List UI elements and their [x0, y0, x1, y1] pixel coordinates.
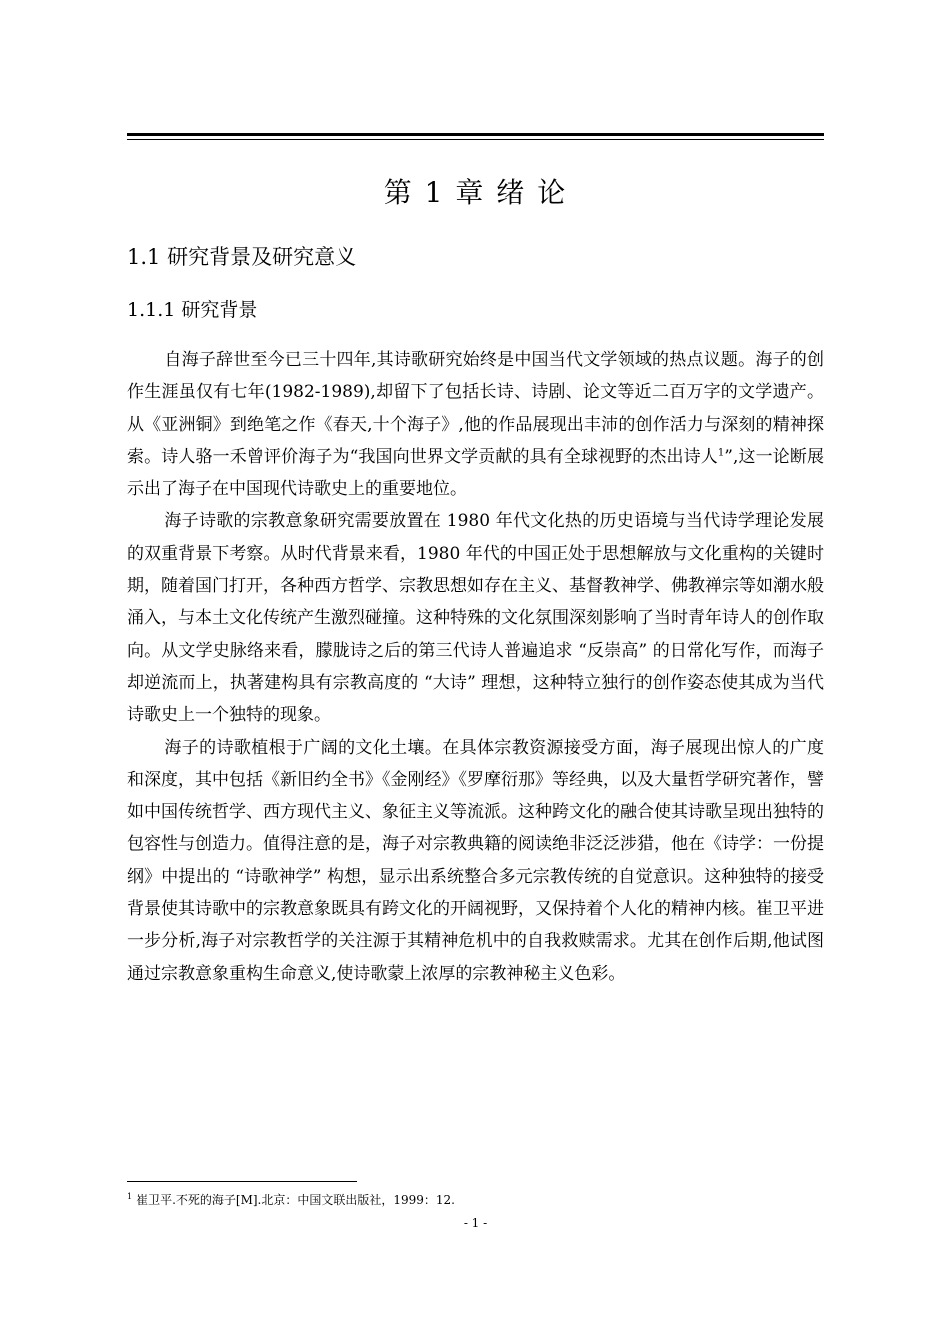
footnote: [127, 1191, 824, 1209]
header-rule-thin: [127, 139, 824, 140]
subsection-heading: 1.1.1 研究背景: [127, 299, 258, 321]
footnote-marker: 1: [127, 1192, 133, 1201]
chapter-title: 第 1 章 绪 论: [383, 176, 568, 209]
paragraph-1-text: 自海子辞世至今已三十四年,其诗歌研究始终是中国当代文学领域的热点议题。海子的创作生涯虽仅有七年(1982-1989),却留下了包括长诗、诗剧、论文等近二百万字的文学遗产。从《亚洲铜》到绝笔之作《春天,十个海子》,他的作品展现出丰沛的创作活力与深刻的精神探索。诗人骆一禾曾评价海子为“我国向世界文学贡献的具有全球视野的杰出诗人: [127, 350, 824, 467]
footnote-text: 崔卫平.不死的海子[M].北京：中国文联出版社，1999：12.: [136, 1193, 455, 1207]
header-rule-thick: [127, 133, 824, 136]
footnote-separator: [127, 1181, 357, 1182]
page-number: - 1 -: [463, 1216, 488, 1230]
paragraph-3: 海子的诗歌植根于广阔的文化土壤。在具体宗教资源接受方面，海子展现出惊人的广度和深度，其中包括《新旧约全书》《金刚经》《罗摩衍那》等经典，以及大量哲学研究著作，譬如中国传统哲学、西方现代主义、象征主义等流派。这种跨文化的融合使其诗歌呈现出独特的包容性与创造力。值得注意的是，海子对宗教典籍的阅读绝非泛泛涉猎，他在《诗学：一份提纲》中提出的 “诗歌神学” 构想，显示出系统整合多元宗教传统的自觉意识。这种独特的接受背景使其诗歌中的宗教意象既具有跨文化的开阔视野，又保持着个人化的精神内核。崔卫平进一步分析,海子对宗教哲学的关注源于其精神危机中的自我救赎需求。尤其在创作后期,他试图通过宗教意象重构生命意义,使诗歌蒙上浓厚的宗教神秘主义色彩。: [127, 737, 824, 984]
footnote-reference[interactable]: 1: [717, 447, 725, 459]
paragraph-2: 海子诗歌的宗教意象研究需要放置在 1980 年代文化热的历史语境与当代诗学理论发展的双重背景下考察。从时代背景来看，1980 年代的中国正处于思想解放与文化重构的关键时期，随着国门打开，各种西方哲学、宗教思想如存在主义、基督教神学、佛教禅宗等如潮水般涌入，与本土文化传统产生激烈碰撞。这种特殊的文化氛围深刻影响了当时青年诗人的创作取向。从文学史脉络来看，朦胧诗之后的第三代诗人普遍追求 “反崇高” 的日常化写作，而海子却逆流而上，执著建构具有宗教高度的 “大诗” 理想，这种特立独行的创作姿态使其成为当代诗歌史上一个独特的现象。: [127, 511, 824, 726]
section-heading: 1.1 研究背景及研究意义: [127, 245, 357, 269]
body-text: [127, 344, 824, 990]
paragraph-1-text-continued: ”,这一论断展示出了海子在中国现代诗歌史上的重要地位。: [127, 446, 824, 500]
paragraph-1: [127, 344, 824, 505]
